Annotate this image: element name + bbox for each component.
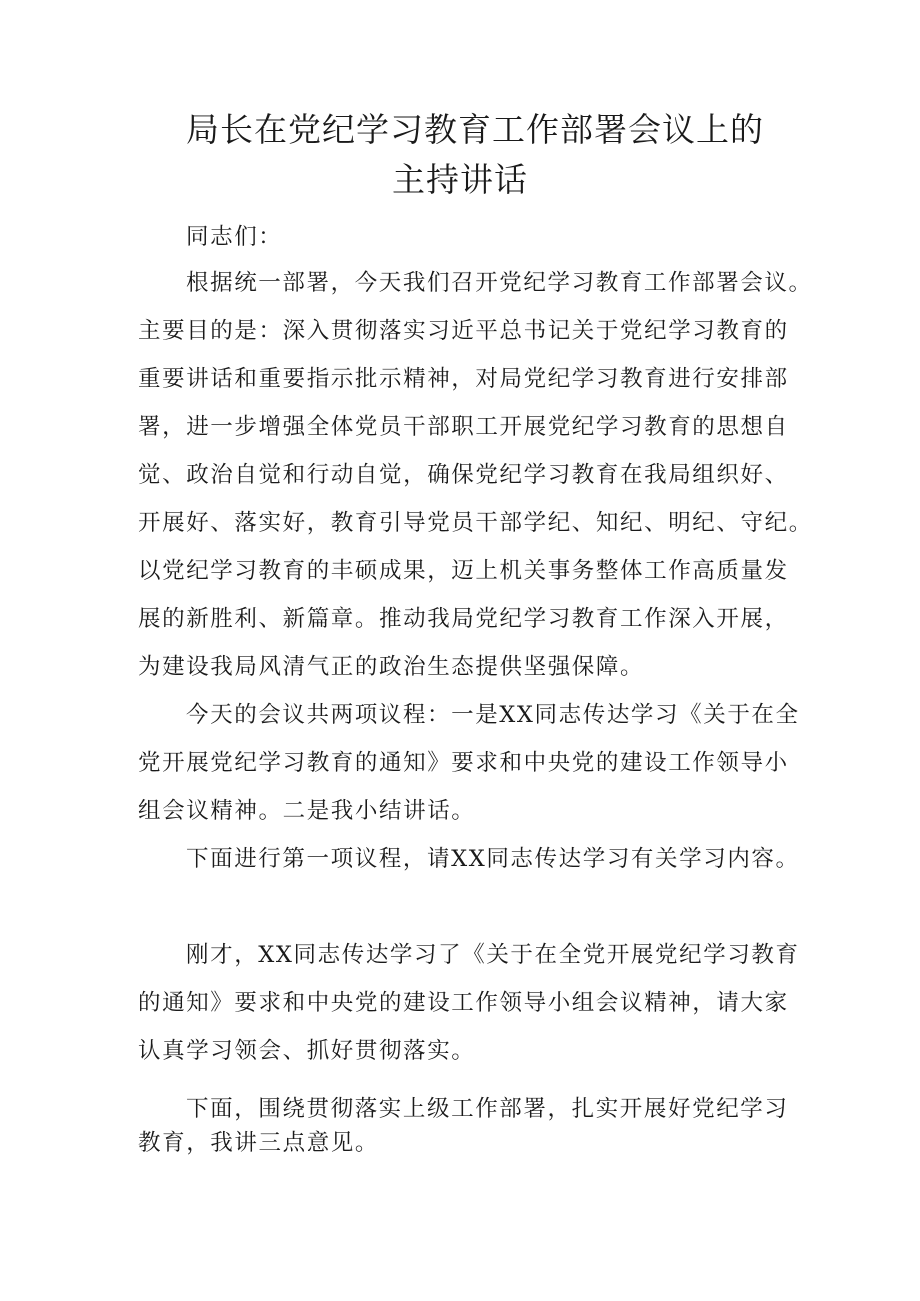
paragraph-2-line: 组会议精神。二是我小结讲话。 <box>138 798 476 824</box>
paragraph-1-line: 以党纪学习教育的丰硕成果，迈上机关事务整体工作高质量发 <box>138 558 789 584</box>
paragraph-4-line: 认真学习领会、抓好贯彻落实。 <box>138 1038 476 1064</box>
paragraph-2-line: 党开展党纪学习教育的通知》要求和中央党的建设工作领导小 <box>138 750 789 776</box>
paragraph-5-line: 教育，我讲三点意见。 <box>138 1130 380 1156</box>
paragraph-5-line: 下面，围绕贯彻落实上级工作部署，扎实开展好党纪学习 <box>186 1096 789 1122</box>
paragraph-2-line: 今天的会议共两项议程：一是XX同志传达学习《关于在全 <box>186 702 800 728</box>
paragraph-1-line: 重要讲话和重要指示批示精神，对局党纪学习教育进行安排部 <box>138 366 789 392</box>
greeting: 同志们： <box>186 224 283 250</box>
paragraph-1-line: 开展好、落实好，教育引导党员干部学纪、知纪、明纪、守纪。 <box>138 510 813 536</box>
document-title-line-2: 主持讲话 <box>392 160 528 199</box>
paragraph-1-line: 主要目的是：深入贯彻落实习近平总书记关于党纪学习教育的 <box>138 318 789 344</box>
paragraph-1-line: 根据统一部署，今天我们召开党纪学习教育工作部署会议。 <box>186 270 813 296</box>
paragraph-4-line: 刚才，XX同志传达学习了《关于在全党开展党纪学习教育 <box>186 942 800 968</box>
document-title-line-1: 局长在党纪学习教育工作部署会议上的 <box>186 110 764 149</box>
paragraph-1-line: 展的新胜利、新篇章。推动我局党纪学习教育工作深入开展， <box>138 606 789 632</box>
paragraph-1-line: 为建设我局风清气正的政治生态提供坚强保障。 <box>138 654 645 680</box>
paragraph-1-line: 觉、政治自觉和行动自觉，确保党纪学习教育在我局组织好、 <box>138 462 789 488</box>
paragraph-4-line: 的通知》要求和中央党的建设工作领导小组会议精神，请大家 <box>138 990 789 1016</box>
paragraph-3-line: 下面进行第一项议程，请XX同志传达学习有关学习内容。 <box>186 846 800 872</box>
paragraph-1-line: 署，进一步增强全体党员干部职工开展党纪学习教育的思想自 <box>138 414 789 440</box>
